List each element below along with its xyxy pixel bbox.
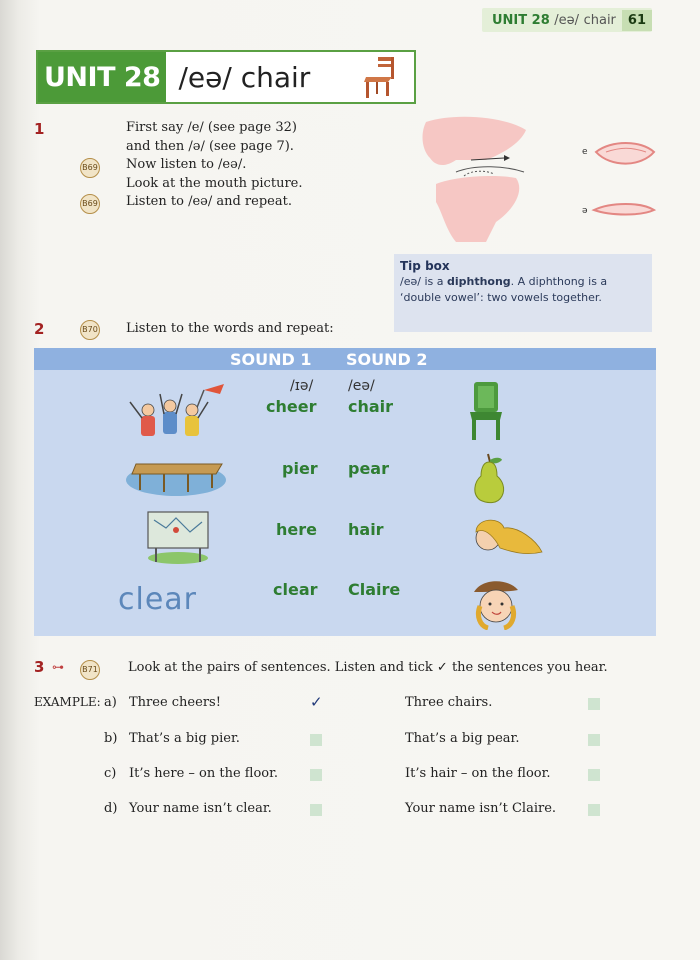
row-c-left: It’s here – on the floor. [129, 766, 279, 781]
row-d-left: Your name isn’t clear. [129, 801, 272, 816]
word-pear: pear [348, 459, 389, 478]
row-c-letter: c) [104, 766, 117, 781]
hair-icon [466, 512, 544, 564]
row-b-left-checkbox[interactable] [310, 734, 322, 746]
row-d-left-checkbox[interactable] [310, 804, 322, 816]
green-chair-icon [466, 380, 506, 442]
exercise-number-3: 3 [34, 658, 45, 676]
example-label: EXAMPLE: [34, 695, 101, 709]
key-icon: ⊶ [52, 660, 64, 674]
picture-word-clear: clear [118, 582, 198, 617]
header-unit: UNIT 28 [492, 12, 550, 28]
unit-banner [36, 50, 416, 104]
header-word: chair [583, 12, 616, 28]
word-hair: hair [348, 520, 384, 539]
header-phoneme: /eə/ [554, 12, 580, 28]
sound-table-header [34, 348, 656, 370]
mouth-diagram [416, 112, 666, 242]
tip-box-text: /eə/ is a diphthong. A diphthong is a ‘double vowel’: two vowels together. [400, 275, 608, 304]
row-a-left: Three cheers! [129, 695, 221, 710]
row-a-right-checkbox[interactable] [588, 698, 600, 710]
map-here-icon [142, 508, 214, 566]
unit-title: /eə/ chair [178, 60, 311, 94]
diagram-label-schwa: ə [582, 206, 588, 216]
unit-label: UNIT 28 [38, 52, 166, 102]
running-header [482, 8, 652, 32]
row-a-right: Three chairs. [405, 695, 493, 710]
tip-box-title: Tip box [400, 259, 450, 273]
diagram-label-e: e [582, 147, 588, 157]
ipa-sound2: /eə/ [348, 378, 375, 394]
row-d-letter: d) [104, 801, 118, 816]
sound2-header: SOUND 2 [346, 350, 428, 369]
row-c-left-checkbox[interactable] [310, 769, 322, 781]
row-a-letter: a) [104, 695, 117, 710]
row-d-right-checkbox[interactable] [588, 804, 600, 816]
row-c-right-checkbox[interactable] [588, 769, 600, 781]
audio-track-b69-2[interactable]: B69 [79, 194, 101, 214]
row-b-left: That’s a big pier. [129, 731, 240, 746]
sound1-header: SOUND 1 [230, 350, 312, 369]
row-b-right: That’s a big pear. [405, 731, 520, 746]
ipa-sound1: /ɪə/ [290, 378, 314, 394]
audio-track-b70[interactable]: B70 [79, 320, 101, 340]
row-c-right: It’s hair – on the floor. [405, 766, 551, 781]
exercise-number-2: 2 [34, 320, 45, 338]
word-claire: Claire [348, 580, 401, 599]
word-clear: clear [273, 580, 318, 599]
row-d-right: Your name isn’t Claire. [405, 801, 557, 816]
exercise-number-1: 1 [34, 120, 45, 138]
row-b-right-checkbox[interactable] [588, 734, 600, 746]
audio-track-b71[interactable]: B71 [79, 660, 101, 680]
pier-icon [126, 450, 230, 500]
pear-icon [468, 452, 510, 504]
chair-icon [362, 55, 396, 99]
tip-box [394, 254, 652, 332]
claire-icon [468, 576, 524, 630]
section3-instruction: Look at the pairs of sentences. Listen and tick ✓ the sentences you hear. [128, 660, 608, 675]
page-number: 61 [622, 10, 652, 31]
word-cheer: cheer [266, 397, 317, 416]
section1-instructions: First say /e/ (see page 32) and then /ə/ (see page 7). Now listen to /eə/. Look at the mouth picture. Listen to /eə/ and repeat. [126, 120, 303, 209]
word-here: here [276, 520, 317, 539]
audio-track-b69-1[interactable]: B69 [79, 158, 101, 178]
word-chair: chair [348, 397, 394, 416]
cheering-people-icon [124, 380, 230, 442]
row-b-letter: b) [104, 731, 118, 746]
row-a-tick: ✓ [310, 693, 323, 711]
section2-instruction: Listen to the words and repeat: [126, 321, 334, 336]
word-pier: pier [282, 459, 318, 478]
